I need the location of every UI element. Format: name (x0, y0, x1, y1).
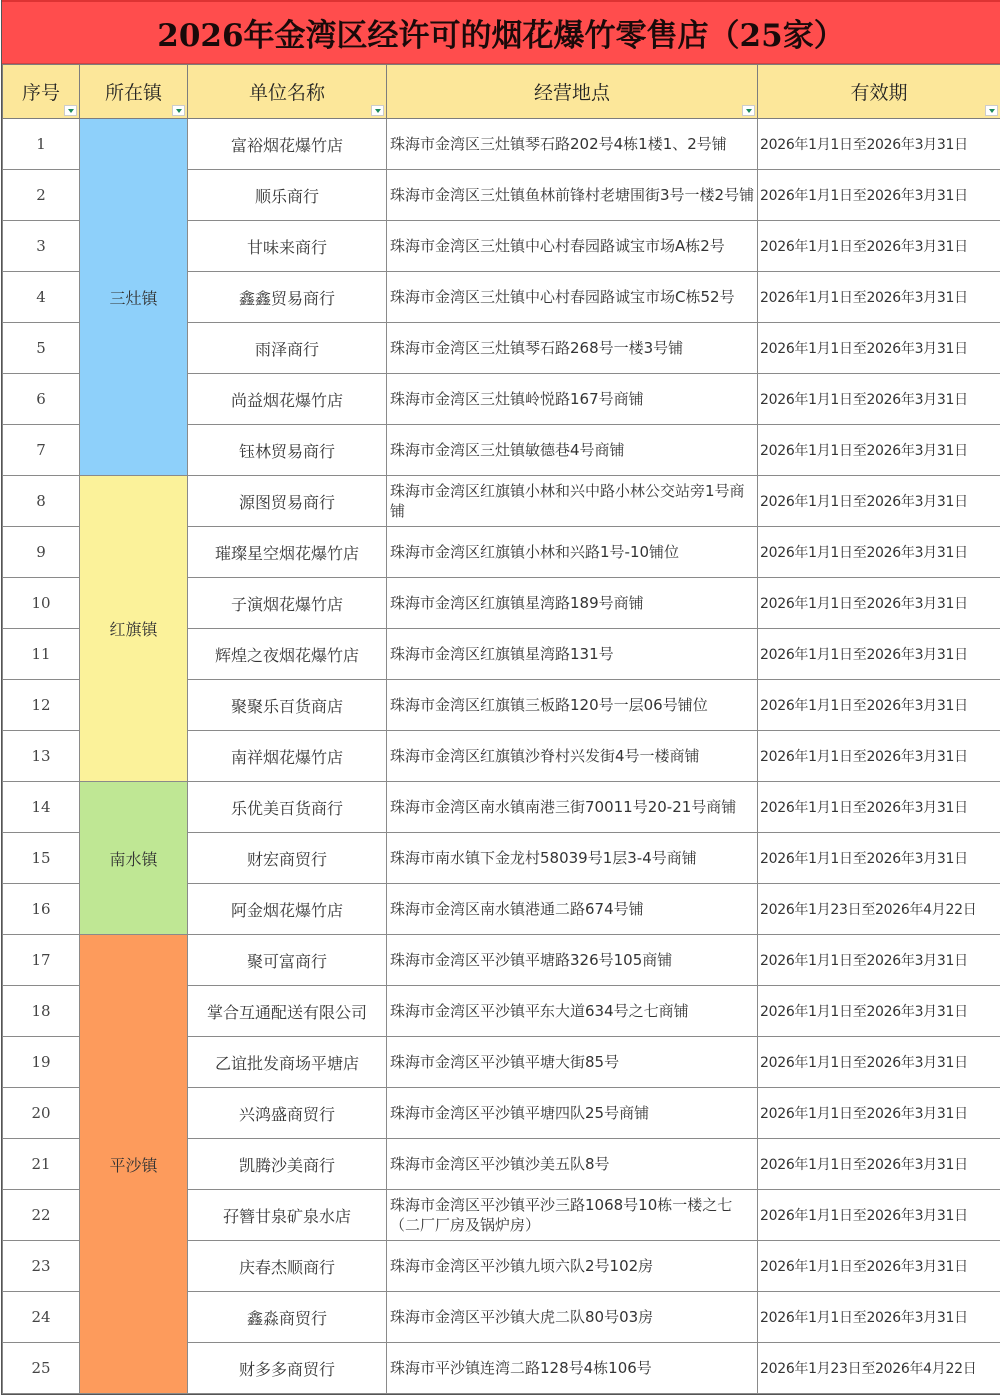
cell-no[interactable]: 10 (3, 578, 80, 629)
cell-address[interactable]: 珠海市金湾区三灶镇岭悦路167号商铺 (387, 374, 758, 425)
cell-no[interactable]: 1 (3, 119, 80, 170)
cell-store-name[interactable]: 鑫鑫贸易商行 (188, 272, 387, 323)
filter-dropdown-name[interactable] (371, 105, 384, 116)
cell-address[interactable]: 珠海市金湾区红旗镇星湾路131号 (387, 629, 758, 680)
header-town-label: 所在镇 (104, 82, 162, 104)
cell-store-name[interactable]: 鑫淼商贸行 (188, 1292, 387, 1343)
header-row (3, 65, 1000, 119)
chevron-down-icon (68, 109, 74, 113)
cell-validity[interactable]: 2026年1月1日至2026年3月31日 (758, 425, 1000, 476)
cell-validity[interactable]: 2026年1月1日至2026年3月31日 (758, 221, 1000, 272)
cell-no[interactable]: 3 (3, 221, 80, 272)
cell-town-merged[interactable]: 三灶镇 (80, 119, 188, 476)
cell-address[interactable]: 珠海市金湾区平沙镇平塘大街85号 (387, 1037, 758, 1088)
chevron-down-icon (746, 109, 752, 113)
cell-store-name[interactable]: 聚可富商行 (188, 935, 387, 986)
cell-no[interactable]: 25 (3, 1343, 80, 1394)
cell-town-merged[interactable]: 南水镇 (80, 782, 188, 935)
cell-address[interactable]: 珠海市金湾区平沙镇沙美五队8号 (387, 1139, 758, 1190)
header-name-label: 单位名称 (248, 82, 325, 104)
cell-validity[interactable]: 2026年1月1日至2026年3月31日 (758, 119, 1000, 170)
cell-no[interactable]: 22 (3, 1190, 80, 1241)
cell-no[interactable]: 24 (3, 1292, 80, 1343)
cell-store-name[interactable]: 阿金烟花爆竹店 (188, 884, 387, 935)
header-name (188, 65, 387, 119)
header-address-label: 经营地点 (533, 82, 610, 104)
cell-address[interactable]: 珠海市金湾区平沙镇平塘四队25号商铺 (387, 1088, 758, 1139)
cell-validity[interactable]: 2026年1月1日至2026年3月31日 (758, 731, 1000, 782)
cell-address[interactable]: 珠海市金湾区红旗镇小林和兴路1号-10铺位 (387, 527, 758, 578)
cell-address[interactable]: 珠海市金湾区三灶镇鱼林前锋村老塘围街3号一楼2号铺 (387, 170, 758, 221)
cell-validity[interactable]: 2026年1月1日至2026年3月31日 (758, 986, 1000, 1037)
header-validity (758, 65, 1000, 119)
cell-no[interactable]: 21 (3, 1139, 80, 1190)
filter-dropdown-validity[interactable] (985, 105, 998, 116)
cell-address[interactable]: 珠海市金湾区平沙镇九顷六队2号102房 (387, 1241, 758, 1292)
retail-store-table (2, 64, 1000, 1394)
cell-store-name[interactable]: 尚益烟花爆竹店 (188, 374, 387, 425)
cell-address[interactable]: 珠海市金湾区南水镇南港三街70011号20-21号商铺 (387, 782, 758, 833)
cell-validity[interactable]: 2026年1月1日至2026年3月31日 (758, 1037, 1000, 1088)
cell-validity[interactable]: 2026年1月1日至2026年3月31日 (758, 170, 1000, 221)
cell-store-name[interactable]: 凯腾沙美商行 (188, 1139, 387, 1190)
cell-address[interactable]: 珠海市金湾区红旗镇沙脊村兴发街4号一楼商铺 (387, 731, 758, 782)
filter-dropdown-no[interactable] (64, 105, 77, 116)
cell-no[interactable]: 12 (3, 680, 80, 731)
cell-validity[interactable]: 2026年1月1日至2026年3月31日 (758, 374, 1000, 425)
cell-store-name[interactable]: 雨泽商行 (188, 323, 387, 374)
cell-address[interactable]: 珠海市金湾区红旗镇三板路120号一层06号铺位 (387, 680, 758, 731)
cell-validity[interactable]: 2026年1月1日至2026年3月31日 (758, 1088, 1000, 1139)
table-body (3, 119, 1000, 1394)
cell-store-name[interactable]: 乐优美百货商行 (188, 782, 387, 833)
cell-validity[interactable]: 2026年1月1日至2026年3月31日 (758, 1292, 1000, 1343)
cell-no[interactable]: 17 (3, 935, 80, 986)
header-validity-label: 有效期 (850, 82, 908, 104)
cell-no[interactable]: 2 (3, 170, 80, 221)
cell-address[interactable]: 珠海市金湾区平沙镇平塘路326号105商铺 (387, 935, 758, 986)
cell-validity[interactable]: 2026年1月1日至2026年3月31日 (758, 527, 1000, 578)
header-no-label: 序号 (21, 82, 60, 104)
cell-validity[interactable]: 2026年1月1日至2026年3月31日 (758, 272, 1000, 323)
cell-no[interactable]: 14 (3, 782, 80, 833)
cell-address[interactable]: 珠海市金湾区红旗镇小林和兴中路小林公交站旁1号商铺 (387, 476, 758, 527)
cell-no[interactable]: 6 (3, 374, 80, 425)
cell-store-name[interactable]: 源图贸易商行 (188, 476, 387, 527)
cell-no[interactable]: 18 (3, 986, 80, 1037)
cell-no[interactable]: 13 (3, 731, 80, 782)
filter-dropdown-address[interactable] (742, 105, 755, 116)
cell-validity[interactable]: 2026年1月1日至2026年3月31日 (758, 323, 1000, 374)
cell-no[interactable]: 15 (3, 833, 80, 884)
cell-store-name[interactable]: 辉煌之夜烟花爆竹店 (188, 629, 387, 680)
cell-validity[interactable]: 2026年1月1日至2026年3月31日 (758, 629, 1000, 680)
cell-address[interactable]: 珠海市平沙镇连湾二路128号4栋106号 (387, 1343, 758, 1394)
cell-address[interactable]: 珠海市金湾区三灶镇中心村春园路诚宝市场C栋52号 (387, 272, 758, 323)
cell-address[interactable]: 珠海市金湾区红旗镇星湾路189号商铺 (387, 578, 758, 629)
cell-address[interactable]: 珠海市金湾区三灶镇琴石路202号4栋1楼1、2号铺 (387, 119, 758, 170)
spreadsheet (1, 0, 1000, 1395)
cell-validity[interactable]: 2026年1月1日至2026年3月31日 (758, 680, 1000, 731)
filter-dropdown-town[interactable] (172, 105, 185, 116)
chevron-down-icon (989, 109, 995, 113)
header-address (387, 65, 758, 119)
chevron-down-icon (375, 109, 381, 113)
cell-address[interactable]: 珠海市金湾区三灶镇中心村春园路诚宝市场A栋2号 (387, 221, 758, 272)
table-row (3, 476, 1000, 527)
cell-address[interactable]: 珠海市金湾区南水镇港通二路674号铺 (387, 884, 758, 935)
table-row (3, 119, 1000, 170)
cell-store-name[interactable]: 顺乐商行 (188, 170, 387, 221)
cell-store-name[interactable]: 兴鸿盛商贸行 (188, 1088, 387, 1139)
cell-validity[interactable]: 2026年1月1日至2026年3月31日 (758, 578, 1000, 629)
cell-store-name[interactable]: 财宏商贸行 (188, 833, 387, 884)
cell-town-merged[interactable]: 平沙镇 (80, 935, 188, 1394)
cell-store-name[interactable]: 孖簪甘泉矿泉水店 (188, 1190, 387, 1241)
cell-no[interactable]: 19 (3, 1037, 80, 1088)
cell-store-name[interactable]: 钰林贸易商行 (188, 425, 387, 476)
cell-no[interactable]: 8 (3, 476, 80, 527)
cell-validity[interactable]: 2026年1月23日至2026年4月22日 (758, 884, 1000, 935)
cell-validity[interactable]: 2026年1月23日至2026年4月22日 (758, 1343, 1000, 1394)
cell-address[interactable]: 珠海市金湾区平沙镇大虎二队80号03房 (387, 1292, 758, 1343)
table-row (3, 935, 1000, 986)
cell-store-name[interactable]: 庆春杰顺商行 (188, 1241, 387, 1292)
cell-no[interactable]: 5 (3, 323, 80, 374)
chevron-down-icon (176, 109, 182, 113)
page-title: 2026年金湾区经许可的烟花爆竹零售店（25家） (157, 18, 845, 54)
cell-validity[interactable]: 2026年1月1日至2026年3月31日 (758, 935, 1000, 986)
table-row (3, 782, 1000, 833)
cell-validity[interactable]: 2026年1月1日至2026年3月31日 (758, 1190, 1000, 1241)
cell-validity[interactable]: 2026年1月1日至2026年3月31日 (758, 1241, 1000, 1292)
cell-address[interactable]: 珠海市金湾区平沙镇平沙三路1068号10栋一楼之七（二厂厂房及锅炉房） (387, 1190, 758, 1241)
cell-no[interactable]: 11 (3, 629, 80, 680)
cell-validity[interactable]: 2026年1月1日至2026年3月31日 (758, 1139, 1000, 1190)
cell-store-name[interactable]: 掌合互通配送有限公司 (188, 986, 387, 1037)
cell-store-name[interactable]: 南祥烟花爆竹店 (188, 731, 387, 782)
cell-address[interactable]: 珠海市南水镇下金龙村58039号1层3-4号商铺 (387, 833, 758, 884)
cell-store-name[interactable]: 富裕烟花爆竹店 (188, 119, 387, 170)
cell-no[interactable]: 20 (3, 1088, 80, 1139)
cell-store-name[interactable]: 璀璨星空烟花爆竹店 (188, 527, 387, 578)
cell-no[interactable]: 16 (3, 884, 80, 935)
cell-address[interactable]: 珠海市金湾区平沙镇平东大道634号之七商铺 (387, 986, 758, 1037)
cell-town-merged[interactable]: 红旗镇 (80, 476, 188, 782)
cell-no[interactable]: 23 (3, 1241, 80, 1292)
cell-no[interactable]: 7 (3, 425, 80, 476)
cell-validity[interactable]: 2026年1月1日至2026年3月31日 (758, 833, 1000, 884)
cell-address[interactable]: 珠海市金湾区三灶镇琴石路268号一楼3号铺 (387, 323, 758, 374)
cell-validity[interactable]: 2026年1月1日至2026年3月31日 (758, 476, 1000, 527)
header-town (80, 65, 188, 119)
cell-address[interactable]: 珠海市金湾区三灶镇敏德巷4号商铺 (387, 425, 758, 476)
cell-no[interactable]: 9 (3, 527, 80, 578)
cell-store-name[interactable]: 甘味来商行 (188, 221, 387, 272)
cell-store-name[interactable]: 乙谊批发商场平塘店 (188, 1037, 387, 1088)
cell-no[interactable]: 4 (3, 272, 80, 323)
header-no (3, 65, 80, 119)
cell-validity[interactable]: 2026年1月1日至2026年3月31日 (758, 782, 1000, 833)
cell-store-name[interactable]: 聚聚乐百货商店 (188, 680, 387, 731)
cell-store-name[interactable]: 子演烟花爆竹店 (188, 578, 387, 629)
cell-store-name[interactable]: 财多多商贸行 (188, 1343, 387, 1394)
title-bar (2, 0, 1000, 64)
